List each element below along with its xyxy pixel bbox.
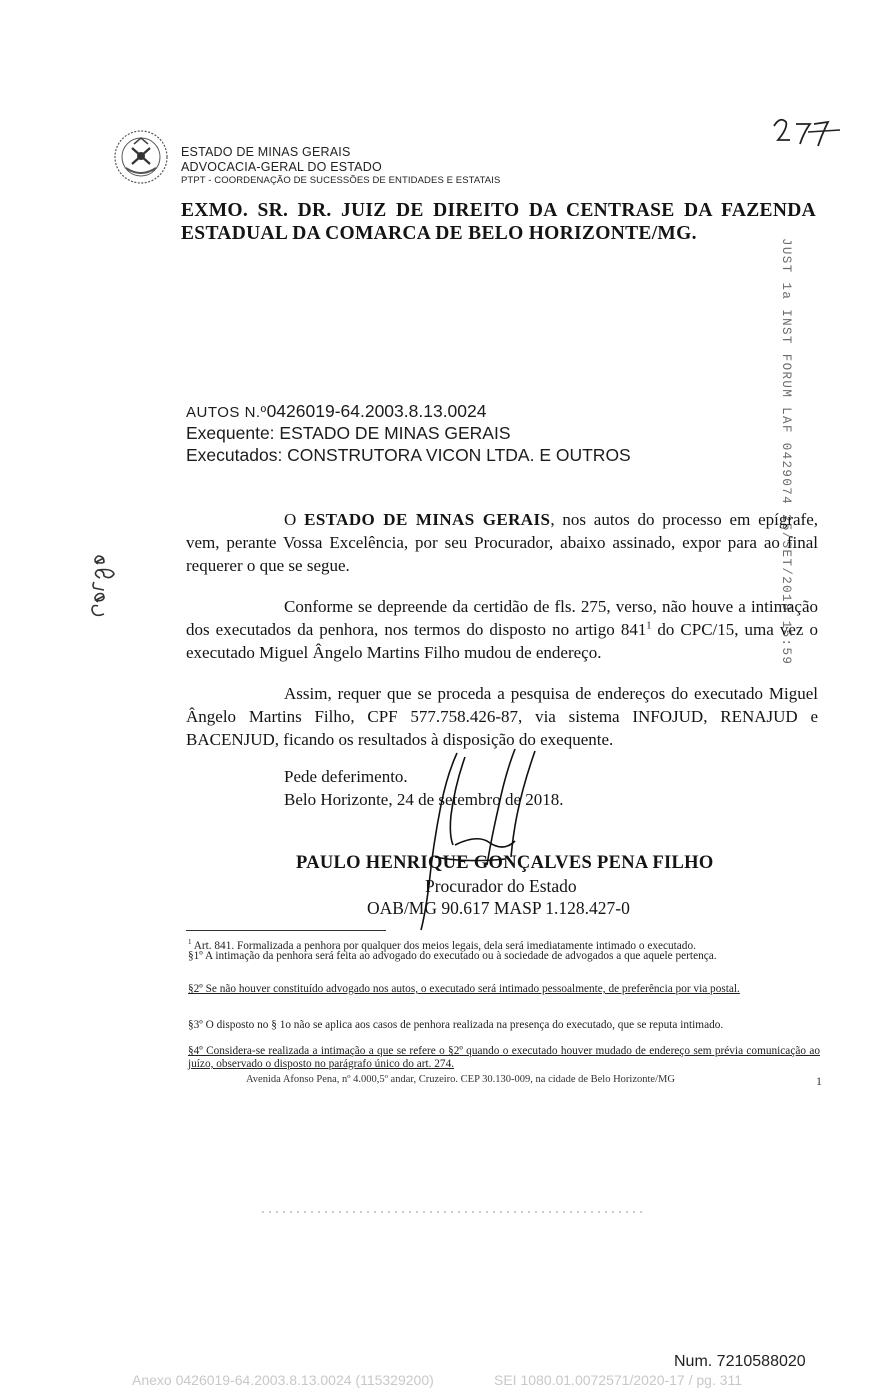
footer-address: Avenida Afonso Pena, nº 4.000,5º andar, Cruzeiro. CEP 30.130-009, na cidade de Belo Horizonte/MG — [246, 1074, 675, 1085]
handwritten-page-number — [770, 112, 844, 152]
case-plaintiff: Exequente: ESTADO DE MINAS GERAIS — [186, 423, 511, 443]
handwritten-signature — [395, 745, 555, 935]
sei-reference: SEI 1080.01.0072571/2020-17 / pg. 311 — [494, 1372, 743, 1388]
case-defendants: Executados: CONSTRUTORA VICON LTDA. E OUTROS — [186, 445, 631, 465]
addressee-line-2: ESTADUAL DA COMARCA DE BELO HORIZONTE/MG. — [181, 223, 697, 244]
p1-pre: O — [284, 510, 305, 529]
body-paragraph-2 — [186, 595, 818, 664]
footnote-1-text: Art. 841. Formalizada a penhora por qualquer dos meios legais, dela será imediatamente intimado o executado. — [191, 939, 696, 952]
footer-page-number: 1 — [816, 1074, 822, 1088]
footnote-paragraph-1: §1º A intimação da penhora será feita ao advogado do executado ou à sociedade de advogados a que aquele pertença. — [188, 950, 717, 962]
p2-post: do CPC/15, uma vez o executado Miguel Ângelo Martins Filho mudou de endereço. — [186, 620, 819, 662]
footnote-paragraph-4: §4º Considera-se realizada a intimação a que se refere o §2º quando o executado houver mudado de endereço sem prévia comunicação ao juízo, observado o disposto no parágrafo único do art. 274. — [188, 1045, 820, 1070]
footnote-1-marker: 1 — [188, 938, 192, 946]
body-paragraph-3 — [186, 682, 818, 751]
footnote-ref: 1 — [646, 620, 652, 632]
signatory-name: PAULO HENRIQUE GONÇALVES PENA FILHO — [296, 853, 714, 873]
filing-stamp-text: JUST 1a INST FORUM LAF 0429074 25/SET/2018 15:59 — [779, 238, 793, 666]
state-seal-icon — [112, 128, 170, 186]
signatory-registration: OAB/MG 90.617 MASP 1.128.427-0 — [367, 898, 630, 918]
footnote-divider — [186, 930, 386, 931]
margin-handwriting — [82, 548, 120, 622]
case-number — [186, 401, 487, 422]
case-number-label: AUTOS N.º — [186, 404, 267, 421]
org-state-name: ESTADO DE MINAS GERAIS — [181, 145, 351, 159]
scan-artifact-dots — [262, 1211, 642, 1213]
p3-text: Assim, requer que se proceda a pesquisa de endereços do executado Miguel Ângelo Martins Filho, CPF 577.758.426-87, via sistema INFOJUD, RENAJUD e BACENJUD, ficando os resultados à disposição do exequente. — [186, 684, 818, 749]
p1-bold: ESTADO DE MINAS GERAIS — [304, 510, 551, 529]
footnote-paragraph-2: §2º Se não houver constituído advogado nos autos, o executado será intimado pessoalmente, de preferência por via postal. — [188, 983, 740, 995]
annex-reference: Anexo 0426019-64.2003.8.13.0024 (115329200) — [132, 1372, 434, 1388]
p2-pre: Conforme se depreende da certidão de fls. 275, verso, não houve a intimação dos executados da penhora, nos termos do disposto no artigo 841 — [186, 597, 818, 639]
closing-place-date: Belo Horizonte, 24 de setembro de 2018. — [284, 790, 564, 809]
body-paragraph-1 — [186, 508, 818, 577]
org-department-name: PTPT - COORDENAÇÃO DE SUCESSÕES DE ENTIDADES E ESTATAIS — [181, 175, 501, 186]
p1-post: , nos autos do processo em epígrafe, vem, perante Vossa Excelência, por seu Procurador, abaixo assinado, expor para ao final requerer o que se segue. — [186, 510, 819, 575]
org-agency-name: ADVOCACIA-GERAL DO ESTADO — [181, 160, 382, 174]
case-number-value: 0426019-64.2003.8.13.0024 — [266, 401, 487, 421]
closing-request: Pede deferimento. — [284, 767, 408, 786]
footnote-paragraph-3: §3º O disposto no § 1o não se aplica aos casos de penhora realizada na presença do executado, que se reputa intimado. — [188, 1019, 724, 1031]
signatory-role: Procurador do Estado — [425, 876, 577, 896]
document-num: Num. 7210588020 — [674, 1353, 806, 1370]
addressee-line-1: EXMO. SR. DR. JUIZ DE DIREITO DA CENTRASE DA FAZENDA — [181, 200, 816, 221]
